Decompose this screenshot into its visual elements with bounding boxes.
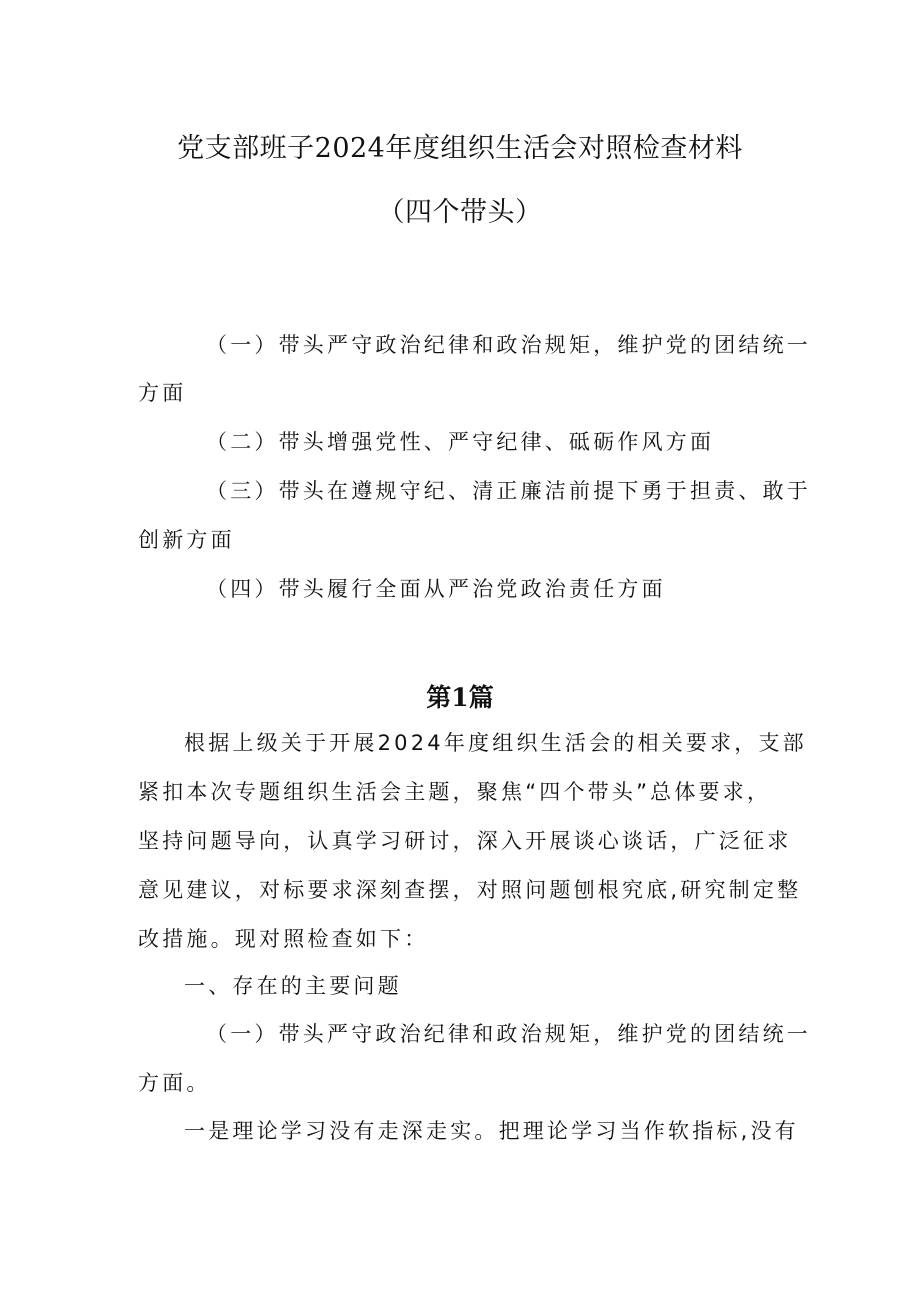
toc-item-4: （四）带头履行全面从严治党政治责任方面 — [206, 577, 666, 601]
intro-paragraph-line-3: 坚持问题导向，认真学习研讨，深入开展谈心谈话，广泛征求 — [138, 829, 792, 853]
toc-item-1-continued: 方面 — [138, 381, 187, 405]
section-heading: 第1篇 — [426, 683, 494, 712]
toc-item-2: （二）带头增强党性、严守纪律、砥砺作风方面 — [206, 430, 715, 454]
toc-item-3-continued: 创新方面 — [138, 528, 235, 552]
intro-paragraph-line-4: 意见建议，对标要求深刻查摆，对照问题刨根究底,研究制定整 — [138, 878, 802, 902]
part-one-heading: 一、存在的主要问题 — [184, 974, 402, 998]
subsection-1-heading: （一）带头严守政治纪律和政治规矩，维护党的团结统一 — [206, 1022, 811, 1046]
toc-item-3: （三）带头在遵规守纪、清正廉洁前提下勇于担责、敢于 — [206, 479, 811, 503]
document-title: 党支部班子2024年度组织生活会对照检查材料 — [177, 133, 743, 164]
document-subtitle: （四个带头） — [377, 197, 543, 228]
intro-paragraph-line-2: 紧扣本次专题组织生活会主题，聚焦“四个带头”总体要求， — [138, 780, 772, 804]
toc-item-1: （一）带头严守政治纪律和政治规矩，维护党的团结统一 — [206, 333, 811, 357]
point-1-text: 一是理论学习没有走深走实。把理论学习当作软指标,没有 — [184, 1119, 799, 1143]
subsection-1-heading-continued: 方面。 — [138, 1071, 211, 1095]
intro-paragraph-line-1: 根据上级关于开展2024年度组织生活会的相关要求，支部 — [184, 731, 807, 755]
intro-paragraph-line-5: 改措施。现对照检查如下： — [138, 927, 429, 951]
